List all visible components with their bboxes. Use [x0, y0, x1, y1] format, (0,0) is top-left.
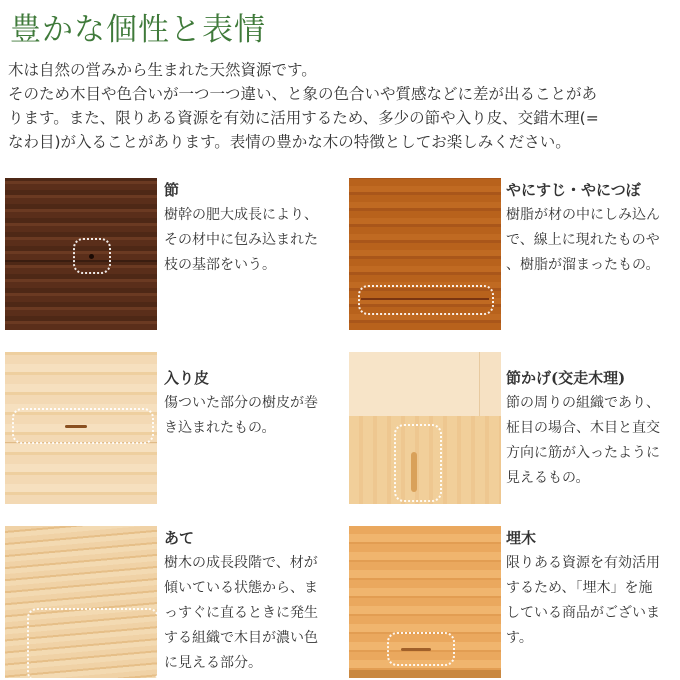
intro-line: なわ目)が入ることがあります。表情の豊かな木の特徴としてお楽しみください。	[8, 133, 571, 151]
knot-shadow-image	[349, 352, 501, 504]
item-heading: 埋木	[506, 529, 537, 547]
item-line: 、樹脂が溜まったもの。	[506, 257, 660, 273]
item-knot-shadow	[506, 366, 660, 491]
resin-streak-image	[349, 178, 501, 330]
filled-knot-image	[349, 526, 501, 678]
item-knot	[164, 178, 318, 278]
item-filled-knot	[506, 526, 660, 651]
item-bark-pocket	[164, 366, 318, 441]
item-line: 枝の基部をいう。	[164, 257, 276, 273]
item-line: す。	[506, 630, 533, 646]
intro-line: そのため木目や色合いが一つ一つ違い、と象の色合いや質感などに差が出ることがあ	[8, 85, 598, 103]
item-resin	[506, 178, 660, 278]
knot-wood-image	[5, 178, 157, 330]
item-heading: 入り皮	[164, 369, 210, 387]
compression-wood-image	[5, 526, 157, 678]
intro-line: ります。また、限りある資源を有効に活用するため、多少の節や入り皮、交錯木理(=	[8, 109, 599, 127]
item-line: き込まれたもの。	[164, 420, 276, 436]
item-heading: あて	[164, 529, 195, 547]
item-heading: 節かげ(交走木理)	[506, 369, 626, 387]
item-line: している商品がございま	[506, 605, 660, 621]
item-line: その材中に包み込まれた	[164, 232, 318, 248]
item-line: 方向に筋が入ったように	[506, 445, 660, 461]
item-line: 樹木の成長段階で、材が	[164, 555, 318, 571]
item-heading: 節	[164, 181, 180, 199]
item-heading: やにすじ・やにつぼ	[506, 181, 641, 199]
page-title: 豊かな個性と表情	[10, 12, 266, 48]
item-line: っすぐに直るときに発生	[164, 605, 318, 621]
item-line: 限りある資源を有効活用	[506, 555, 660, 571]
item-line: する組織で木目が濃い色	[164, 630, 318, 646]
item-line: 節の周りの組織であり、	[506, 395, 660, 411]
item-line: 傾いている状態から、ま	[164, 580, 318, 596]
item-line: するため、「埋木」を施	[506, 580, 653, 596]
intro-text	[8, 58, 678, 154]
item-line: 傷ついた部分の樹皮が巻	[164, 395, 318, 411]
item-line: で、線上に現れたものや	[506, 232, 660, 248]
item-line: 樹脂が材の中にしみ込ん	[506, 207, 660, 223]
bark-pocket-image	[5, 352, 157, 504]
item-line: 樹幹の肥大成長により、	[164, 207, 318, 223]
item-compression-wood	[164, 526, 318, 676]
item-line: 柾目の場合、木目と直交	[506, 420, 660, 436]
intro-line: 木は自然の営みから生まれた天然資源です。	[8, 61, 317, 79]
item-line: 見えるもの。	[506, 470, 590, 486]
item-line: に見える部分。	[164, 655, 262, 671]
